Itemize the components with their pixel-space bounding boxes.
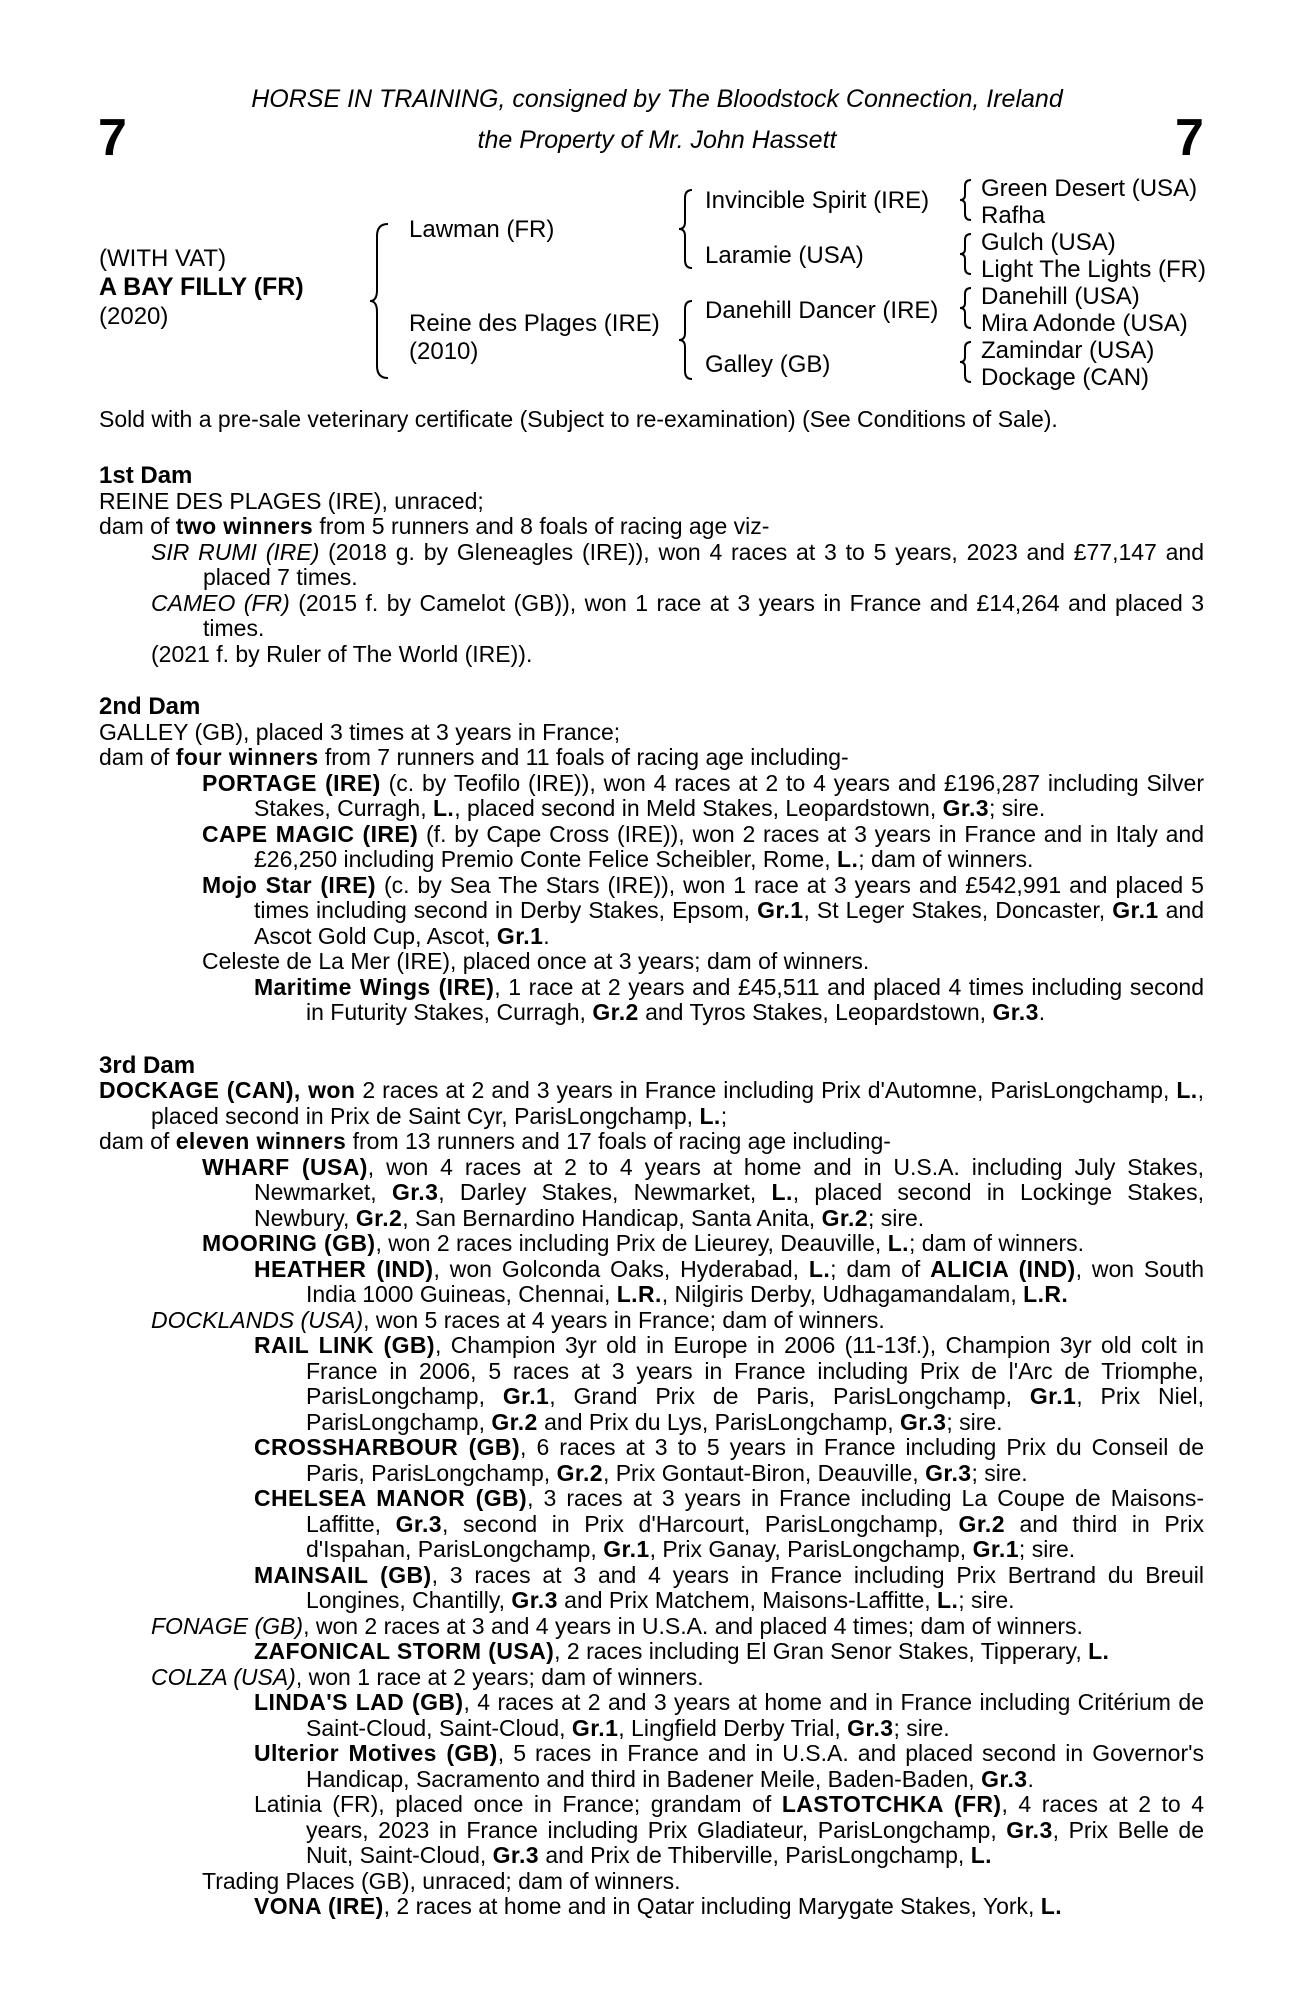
entry-text: ; [720,1102,728,1129]
pedigree-entry [254,1792,1204,1869]
dam-section [99,1053,1204,1920]
pedigree-entry [99,745,1204,771]
pedigree-entry [99,720,1204,746]
entry-text: , 4 races at 2 to 4 years, 2023 in France including Prix Gladiateur, ParisLongchamp, [306,1791,1205,1843]
entry-text: Gr.3 [1006,1816,1053,1843]
entry-text: GALLEY (GB), placed 3 times at 3 years in France; [99,718,621,745]
entry-text: LASTOTCHKA (FR) [781,1791,1002,1817]
entry-text: (c. by Sea The Stars (IRE)), won 1 race at 3 years and £542,991 and placed 5 times including second in Derby Stakes, Epsom, [254,871,1204,923]
entry-text: , 4 races at 2 and 3 years at home and in France including Critérium de Saint-Cloud, Saint-Cloud, [306,1689,1204,1741]
entry-text: and Ascot Gold Cup, Ascot, [254,897,1204,949]
entry-text: , Darley Stakes, Newmarket, [438,1179,772,1205]
entry-text: L.R. [616,1281,662,1307]
entry-text: Gr.3 [492,1842,539,1868]
entry-text: WHARF (USA) [202,1153,368,1180]
pedigree-subject [99,244,304,331]
entry-text: 2 races at 2 and 3 years in France including Prix d'Automne, ParisLongchamp, [355,1077,1177,1103]
entry-text: and Prix de Thiberville, ParisLongchamp, [539,1842,971,1868]
entry-text: Gr.3 [511,1587,558,1613]
entry-text: , won 1 race at 2 years; dam of winners. [295,1663,704,1690]
pedigree-entry [202,949,1204,975]
entry-text: , placed second in Lockinge Stakes, Newbury, [254,1179,1204,1231]
brace-g1 [958,178,974,222]
entry-text: L. [771,1179,793,1205]
entry-text: L. [1088,1638,1110,1664]
entry-text: dam of [99,1128,176,1154]
pedigree-entry [99,1129,1204,1155]
pedigree-entry [151,1614,1204,1640]
entry-text: (c. by Teofilo (IRE)), won 4 races at 2 to 4 years and £196,287 including Silver Stakes, Curragh, [254,769,1204,821]
pedigree-g7: Zamindar (USA) [981,337,1155,364]
pedigree-entry [254,1486,1204,1563]
pedigree-entry [254,1741,1204,1792]
dam-brace [677,299,695,381]
entry-text: L. [970,1842,992,1868]
entry-text: , won 2 races at 3 and 4 years in U.S.A. and placed 4 times; dam of winners. [303,1612,1083,1639]
entry-text: L. [432,795,455,821]
entry-text: , won 5 races at 4 years in France; dam of winners. [363,1306,885,1333]
entry-text: (2018 g. by Gleneagles (IRE)), won 4 races at 3 to 5 years, 2023 and £77,147 and placed 7 times. [203,538,1204,590]
entry-text: dam of [99,513,176,539]
entry-text: , placed second in Prix de Saint Cyr, ParisLongchamp, [151,1077,1204,1129]
pedigree-entry [254,1257,1204,1308]
entry-text: , 2 races including El Gran Senor Stakes, Tipperary, [554,1638,1089,1664]
entry-text: Gr.1 [1112,897,1159,923]
pedigree-sire-dam: Laramie (USA) [705,242,864,269]
entry-text: , 2 races at home and in Qatar including Marygate Stakes, York, [383,1893,1041,1919]
pedigree-entry [99,1078,1204,1129]
section-heading: 3rd Dam [99,1051,196,1079]
section-heading: 2nd Dam [99,693,201,720]
lot-number-left: 7 [98,109,127,167]
pedigree-g8: Dockage (CAN) [981,364,1150,391]
entry-text: two winners [175,513,314,539]
entry-text: ALICIA (IND) [930,1255,1076,1282]
pedigree-entry [254,1894,1204,1920]
entry-text: from 5 runners and 8 foals of racing age viz- [313,513,770,539]
entry-text: , 3 races at 3 years in France including La Coupe de Maisons-Laffitte, [306,1485,1204,1537]
entry-text: Gr.2 [556,1459,603,1486]
pedigree-dam-sire: Danehill Dancer (IRE) [705,297,939,324]
entry-text: L. [808,1255,831,1282]
pedigree-entry [202,1231,1204,1257]
entry-text: L. [699,1102,721,1129]
entry-text: Gr.1 [496,922,544,949]
entry-text: four winners [175,744,319,770]
pedigree-entry [202,771,1204,822]
pedigree-dam-year: (2010) [409,338,479,365]
entry-text: COLZA (USA) [151,1663,296,1690]
pedigree-entry [202,873,1204,950]
entry-text: , 5 races in France and in U.S.A. and placed second in Governor's Handicap, Sacramento and third in Badener Meile, Baden-Baden, [306,1740,1204,1792]
pedigree-sire: Lawman (FR) [409,216,555,243]
section-heading: 1st Dam [99,462,193,489]
entry-text: FONAGE (GB) [151,1612,304,1639]
pedigree-entry [202,822,1204,873]
entry-text: Gr.3 [395,1510,442,1537]
entry-text: REINE DES PLAGES (IRE), unraced; [99,487,484,514]
entry-text: , won 2 races including Prix de Lieurey, Deauville, [375,1230,888,1256]
entry-text: Gr.3 [847,1714,894,1741]
pedigree-dam-dam: Galley (GB) [705,351,831,378]
entry-text: MOORING (GB) [202,1230,376,1256]
catalogue-body [99,463,1204,1947]
sire-brace [677,188,695,270]
pedigree-dam: Reine des Plages (IRE) [409,310,660,337]
entry-text: CAMEO (FR) [151,589,290,616]
sale-note: Sold with a pre-sale veterinary certificate (Subject to re-examination) (See Conditions of Sale). [99,406,1058,432]
pedigree-g6: Mira Adonde (USA) [981,310,1188,337]
entry-text: , St Leger Stakes, Doncaster, [803,897,1113,923]
entry-text: , Nilgiris Derby, Udhagamandalam, [661,1281,1024,1307]
entry-text: , Prix Ganay, ParisLongchamp, [649,1536,973,1562]
brace-g3 [958,286,974,330]
entry-text: Gr.3 [942,795,989,821]
entry-text: Mojo Star (IRE) [202,871,376,898]
entry-text: , San Bernardino Handicap, Santa Anita, [402,1204,822,1231]
entry-text: Gr.3 [981,1765,1028,1792]
entry-text: , Lingfield Derby Trial, [618,1714,848,1741]
entry-text: L. [937,1587,959,1613]
entry-text: Gr.3 [391,1179,439,1205]
entry-text: , Grand Prix de Paris, ParisLongchamp, [549,1383,1030,1409]
entry-text: and Tyros Stakes, Leopardstown, [638,999,993,1025]
entry-text: (2015 f. by Camelot (GB)), won 1 race at 3 years in France and £14,264 and placed 3 times. [203,589,1204,641]
entry-text: and third in Prix d'Ispahan, ParisLongchamp, [306,1510,1204,1562]
entry-text: Latinia (FR), placed once in France; grandam of [254,1791,782,1817]
vat-label: (WITH VAT) [99,245,227,272]
entry-text: ; sire. [893,1714,950,1741]
entry-text: Ulterior Motives (GB) [254,1740,498,1766]
pedigree-g5: Danehill (USA) [981,283,1140,310]
entry-text: , won South India 1000 Guineas, Chennai, [306,1255,1205,1307]
dam-section [99,694,1204,1026]
entry-text: from 13 runners and 17 foals of racing age including- [346,1128,891,1154]
entry-text: Gr.1 [571,1714,619,1741]
entry-text: L. [1040,1893,1063,1919]
subject-brace [368,222,392,380]
entry-text: Gr.3 [899,1408,947,1435]
property-line: the Property of Mr. John Hassett [477,126,837,154]
pedigree-sire-sire: Invincible Spirit (IRE) [705,187,930,214]
pedigree-g4: Light The Lights (FR) [981,256,1206,283]
entry-text: Trading Places (GB), unraced; dam of winners. [202,1867,681,1894]
entry-text: from 7 runners and 11 foals of racing age including- [318,744,849,770]
pedigree-entry [254,1333,1204,1435]
entry-text: SIR RUMI (IRE) [151,538,320,565]
pedigree-g2: Rafha [981,202,1046,229]
entry-text: PORTAGE (IRE) [202,769,381,796]
entry-text: , 3 races at 3 and 4 years in France including Prix Bertrand du Breuil Longines, Chantilly, [306,1561,1204,1613]
entry-text: eleven winners [175,1128,347,1154]
brace-g2 [958,232,974,276]
entry-text: VONA (IRE) [254,1893,384,1919]
entry-text: and Prix du Lys, ParisLongchamp, [537,1408,900,1435]
lot-number-right: 7 [1175,109,1204,167]
pedigree-entry [254,1639,1204,1665]
foaling-year: (2020) [99,303,169,330]
entry-text: , Champion 3yr old in Europe in 2006 (11-13f.), Champion 3yr old colt in France in 2006, 5 races at 3 years in France including Prix de l'Arc de Triomphe, ParisLongchamp, [306,1332,1205,1409]
entry-text: L.R. [1023,1281,1069,1307]
entry-text: Gr.1 [972,1536,1019,1562]
entry-text: Gr.2 [491,1408,538,1435]
consignor-line: HORSE IN TRAINING, consigned by The Bloodstock Connection, Ireland [251,85,1063,113]
entry-text: CHELSEA MANOR (GB) [254,1485,528,1511]
entry-text: . [1027,1765,1034,1792]
entry-text: and Prix Matchem, Maisons-Laffitte, [557,1587,938,1613]
entry-text: dam of [99,744,176,770]
entry-text: , won 4 races at 2 to 4 years at home and in U.S.A. including July Stakes, Newmarket, [254,1153,1204,1205]
entry-text: Gr.3 [992,999,1039,1025]
entry-text: Maritime Wings (IRE) [254,973,495,1000]
brace-g4 [958,340,974,384]
pedigree-entry [254,1690,1204,1741]
entry-text: , 1 race at 2 years and £45,511 and placed 4 times including second in Futurity Stakes, Curragh, [306,973,1204,1025]
entry-text: (2021 f. by Ruler of The World (IRE)). [151,640,533,667]
entry-text: CROSSHARBOUR (GB) [254,1434,521,1460]
entry-text: Celeste de La Mer (IRE), placed once at 3 years; dam of winners. [202,948,870,974]
entry-text: , Prix Belle de Nuit, Saint-Cloud, [306,1816,1205,1868]
entry-text: ; sire. [946,1408,1003,1435]
entry-text: ZAFONICAL STORM (USA) [254,1638,555,1664]
entry-text: ; dam of winners. [908,1230,1085,1256]
entry-text: , Prix Gontaut-Biron, Deauville, [602,1459,926,1486]
horse-name: A BAY FILLY (FR) [99,273,304,301]
pedigree-entry [99,514,1204,540]
entry-text: , Prix Niel, ParisLongchamp, [306,1383,1204,1435]
entry-text: . [543,922,550,949]
entry-text: ; sire. [1018,1536,1076,1562]
entry-text: HEATHER (IND) [254,1255,434,1282]
entry-text: . [1038,999,1046,1025]
entry-text: Gr.2 [355,1204,403,1231]
entry-text: CAPE MAGIC (IRE) [202,820,419,847]
entry-text: Gr.2 [821,1204,868,1231]
entry-text: DOCKAGE (CAN), won [99,1077,356,1103]
pedigree-entry [202,1155,1204,1232]
pedigree-entry [151,642,1204,668]
entry-text: Gr.2 [958,1510,1005,1537]
pedigree-entry [202,1869,1204,1895]
entry-text: L. [887,1230,909,1256]
entry-text: Gr.2 [592,999,639,1025]
entry-text: Gr.1 [502,1383,550,1409]
entry-text: Gr.1 [1029,1383,1077,1409]
entry-text: , 6 races at 3 to 5 years in France including Prix du Conseil de Paris, ParisLongchamp, [306,1434,1204,1486]
entry-text: ; sire. [867,1204,925,1231]
entry-text: Gr.1 [757,897,804,923]
pedigree-entry [151,1665,1204,1691]
entry-text: Gr.3 [925,1459,972,1486]
entry-text: Gr.1 [603,1536,650,1562]
entry-text: DOCKLANDS (USA) [151,1306,364,1333]
pedigree-entry [151,540,1204,591]
pedigree-entry [254,1435,1204,1486]
pedigree-g3: Gulch (USA) [981,229,1116,256]
entry-text: , placed second in Meld Stakes, Leopardstown, [454,795,943,821]
entry-text: , second in Prix d'Harcourt, ParisLongchamp, [442,1510,959,1537]
entry-text: L. [1176,1077,1198,1103]
entry-text: L. [837,846,859,872]
dam-section [99,463,1204,667]
entry-text: (f. by Cape Cross (IRE)), won 2 races at 3 years in France and in Italy and £26,250 including Premio Conte Felice Scheibler, Rome, [254,820,1204,872]
entry-text: ; sire. [988,795,1046,821]
entry-text: ; sire. [971,1459,1028,1486]
pedigree-entry [254,1563,1204,1614]
entry-text: , won Golconda Oaks, Hyderabad, [433,1255,809,1282]
entry-text: ; dam of winners. [858,846,1034,872]
pedigree-entry [151,591,1204,642]
pedigree-entry [99,489,1204,515]
pedigree-g1: Green Desert (USA) [981,175,1198,202]
entry-text: RAIL LINK (GB) [254,1332,435,1358]
entry-text: MAINSAIL (GB) [254,1561,432,1588]
pedigree-entry [254,975,1204,1026]
entry-text: ; sire. [958,1587,1015,1613]
entry-text: ; dam of [830,1255,931,1282]
pedigree-entry [151,1308,1204,1334]
entry-text: LINDA'S LAD (GB) [254,1689,464,1715]
